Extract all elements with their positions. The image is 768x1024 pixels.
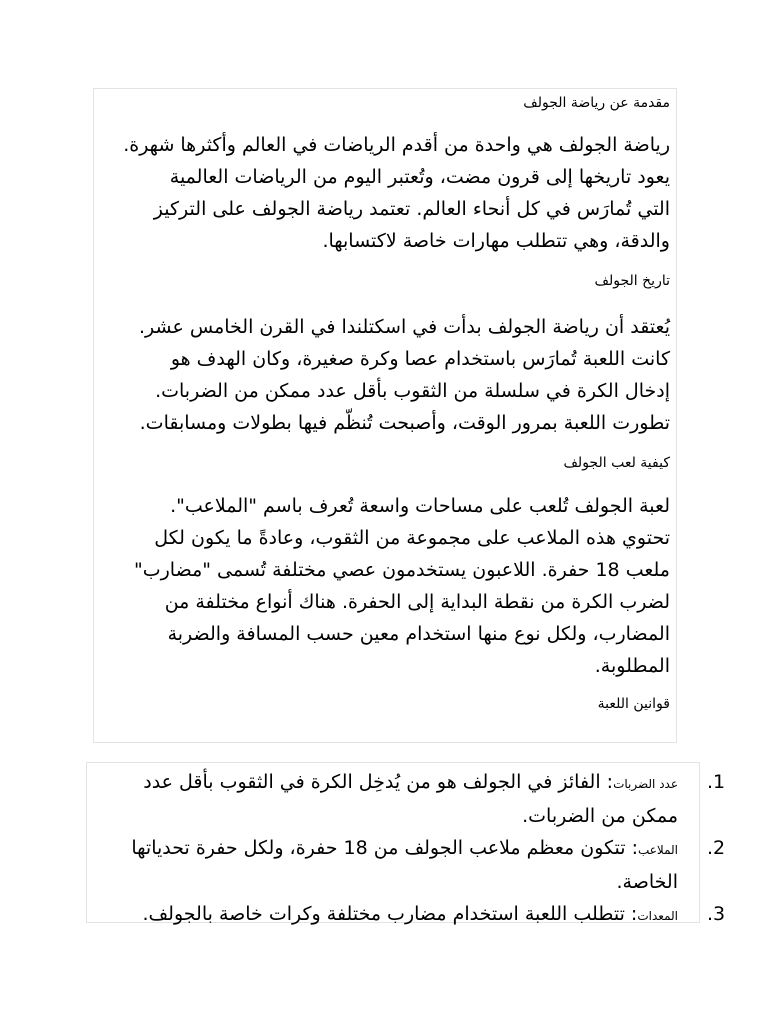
howto-heading: كيفية لعب الجولف	[563, 455, 670, 471]
intro-paragraph	[94, 129, 670, 257]
history-line: تطورت اللعبة بمرور الوقت، وأصبحت تُنظّم فيها بطولات ومسابقات.	[139, 412, 670, 434]
howto-line: المضارب، ولكل نوع منها استخدام معين حسب المسافة والضربة	[167, 623, 670, 645]
history-paragraph	[94, 311, 670, 439]
howto-paragraph	[94, 490, 670, 682]
rule-label: الملاعب	[637, 843, 678, 857]
intro-line: التي تُمارَس في كل أنحاء العالم. تعتمد رياضة الجولف على التركيز	[153, 198, 670, 220]
rule-continuation-line: ممكن من الضربات.	[522, 805, 678, 827]
rule-item-strokes	[87, 766, 726, 832]
howto-line: لضرب الكرة من نقطة البداية إلى الحفرة. هناك أنواع مختلفة من	[164, 591, 670, 613]
rule-number: .2	[707, 837, 726, 859]
rule-text: : تتطلب اللعبة استخدام مضارب مختلفة وكرات خاصة بالجولف.	[142, 903, 638, 925]
rules-list-box	[86, 762, 726, 925]
howto-line: لعبة الجولف تُلعب على مساحات واسعة تُعرف باسم "الملاعب".	[170, 495, 670, 517]
history-line: كانت اللعبة تُمارَس باستخدام عصا وكرة صغيرة، وكان الهدف هو	[170, 348, 670, 370]
rule-label: المعدات	[637, 909, 678, 923]
rule-text: : تتكون معظم ملاعب الجولف من 18 حفرة، ولكل حفرة تحدياتها	[131, 837, 638, 859]
rule-number: .1	[707, 771, 726, 793]
howto-line: تحتوي هذه الملاعب على مجموعة من الثقوب، وعادةً ما يكون لكل	[154, 527, 670, 549]
rule-item-equipment	[87, 898, 726, 932]
rules-list	[87, 766, 726, 932]
rule-item-courses	[87, 832, 726, 898]
intro-line: يعود تاريخها إلى قرون مضت، وتُعتبر اليوم من الرياضات العالمية	[169, 166, 670, 188]
intro-line: رياضة الجولف هي واحدة من أقدم الرياضات في العالم وأكثرها شهرة.	[123, 134, 670, 156]
howto-line: ملعب 18 حفرة. اللاعبون يستخدمون عصي مختلفة تُسمى "مضارب"	[134, 559, 670, 581]
history-line: إدخال الكرة في سلسلة من الثقوب بأقل عدد ممكن من الضربات.	[155, 380, 670, 402]
rule-continuation-line: الخاصة.	[616, 871, 678, 893]
intro-heading: مقدمة عن رياضة الجولف	[523, 95, 670, 111]
rule-text: : الفائز في الجولف هو من يُدخِل الكرة في الثقوب بأقل عدد	[143, 771, 614, 793]
rule-first-line	[91, 766, 678, 800]
history-heading: تاريخ الجولف	[594, 273, 670, 289]
rule-label: عدد الضربات	[613, 777, 678, 791]
article-content	[93, 88, 677, 743]
intro-line: والدقة، وهي تتطلب مهارات خاصة لاكتسابها.	[322, 230, 670, 252]
rule-first-line	[91, 832, 678, 866]
rule-first-line	[91, 898, 678, 932]
rule-number: .3	[707, 903, 726, 925]
howto-line: المطلوبة.	[594, 655, 670, 677]
rules-heading: قوانين اللعبة	[597, 696, 670, 712]
history-line: يُعتقد أن رياضة الجولف بدأت في اسكتلندا في القرن الخامس عشر.	[139, 316, 670, 338]
